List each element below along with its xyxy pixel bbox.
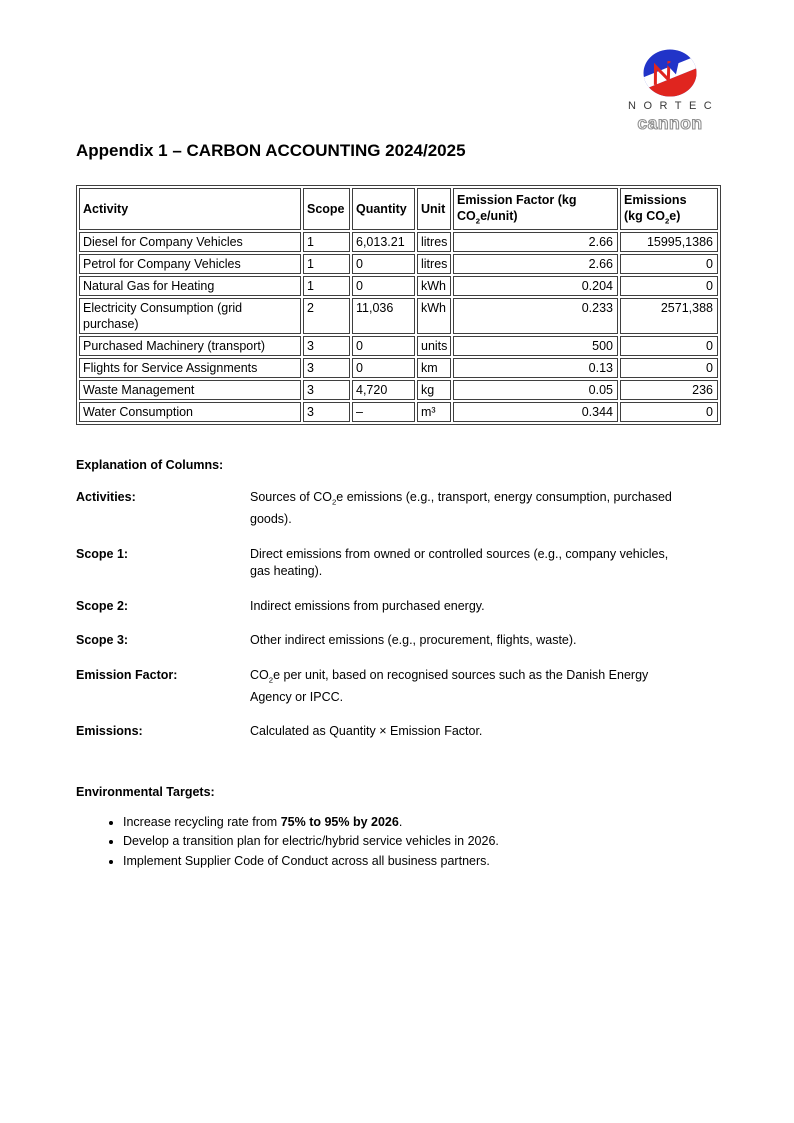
table-cell: 236: [620, 380, 718, 400]
cannon-text: cannon: [637, 113, 703, 133]
table-cell: kWh: [417, 276, 451, 296]
definition-term: Emissions:: [76, 724, 143, 738]
definition-description: Calculated as Quantity × Emission Factor.: [250, 724, 483, 738]
definition-term: Scope 1:: [76, 546, 129, 561]
table-cell: 0.344: [453, 402, 618, 422]
table-cell: 0: [620, 254, 718, 274]
definition-item: [76, 546, 718, 581]
col-header-quantity: Quantity: [352, 188, 415, 230]
definition-description: $CO_2e$ per unit, based on recognised sources such as the Danish Energy Agency or IPCC.: [250, 667, 649, 704]
table-cell: 1: [303, 232, 350, 252]
definition-term: Emission Factor:: [76, 667, 178, 682]
table-row: [79, 358, 718, 378]
table-cell: 2.66: [453, 254, 618, 274]
table-cell: units: [417, 336, 451, 356]
table-row: [79, 298, 718, 334]
definition-item: [76, 598, 718, 616]
table-row: [79, 380, 718, 400]
table-cell: –: [352, 402, 415, 422]
table-cell: Flights for Service Assignments: [79, 358, 301, 378]
definition-item: [76, 667, 718, 707]
definition-term: Scope 3:: [76, 633, 129, 647]
table-cell: 1: [303, 254, 350, 274]
table-cell: 0: [352, 358, 415, 378]
table-cell: litres: [417, 232, 451, 252]
page-title: Appendix 1 – CARBON ACCOUNTING 2024/2025: [76, 141, 466, 160]
table-cell: 3: [303, 402, 350, 422]
emissions-table-body: [79, 232, 718, 422]
targets-heading: Environmental Targets:: [76, 784, 215, 799]
table-row: [79, 232, 718, 252]
col-header-activity: Activity: [79, 188, 301, 230]
table-cell: 3: [303, 336, 350, 356]
nortec-brand-text: NORTEC: [628, 100, 720, 112]
table-cell: 3: [303, 358, 350, 378]
target-item: • Increase recycling rate from 75% to 95% by 2026.: [123, 813, 718, 831]
targets-list: [76, 813, 718, 870]
table-cell: 0.13: [453, 358, 618, 378]
table-cell: 11,036: [352, 298, 415, 334]
col-header-scope: Scope: [303, 188, 350, 230]
col-header-unit: Unit: [417, 188, 451, 230]
table-cell: 0: [620, 336, 718, 356]
table-cell: 3: [303, 380, 350, 400]
target-item: • Develop a transition plan for electric/hybrid service vehicles in 2026.: [123, 832, 718, 850]
targets-section: [76, 785, 718, 870]
table-cell: Water Consumption: [79, 402, 301, 422]
table-cell: Petrol for Company Vehicles: [79, 254, 301, 274]
definition-description: Indirect emissions from purchased energy.: [250, 598, 485, 613]
table-row: [79, 254, 718, 274]
table-cell: 0: [620, 358, 718, 378]
table-cell: 6,013.21: [352, 232, 415, 252]
table-cell: Purchased Machinery (transport): [79, 336, 301, 356]
table-cell: 2.66: [453, 232, 618, 252]
table-cell: kWh: [417, 298, 451, 334]
definition-description: Sources of $CO_2e$ emissions (e.g., transport, energy consumption, purchased goods).: [250, 490, 672, 526]
table-cell: 15995,1386: [620, 232, 718, 252]
explanation-heading: Explanation of Columns:: [76, 458, 224, 472]
table-cell: 0: [352, 336, 415, 356]
definition-term: Scope 2:: [76, 598, 129, 613]
table-cell: 2571,388: [620, 298, 718, 334]
explanation-section: [76, 458, 718, 741]
table-cell: 500: [453, 336, 618, 356]
emissions-table: [76, 185, 721, 425]
col-header-emissions: Emissions (kg $CO_2e$): [620, 188, 718, 230]
nortec-logo: [624, 48, 720, 134]
definition-description: Other indirect emissions (e.g., procurement, flights, waste).: [250, 633, 577, 647]
cannon-logotype: [624, 113, 716, 134]
table-cell: litres: [417, 254, 451, 274]
table-cell: 0.05: [453, 380, 618, 400]
table-cell: 0.233: [453, 298, 618, 334]
table-cell: 0: [620, 402, 718, 422]
table-cell: kg: [417, 380, 451, 400]
table-cell: 4,720: [352, 380, 415, 400]
table-row: [79, 276, 718, 296]
table-cell: Natural Gas for Heating: [79, 276, 301, 296]
target-item: • Implement Supplier Code of Conduct across all business partners.: [123, 852, 718, 870]
definition-item: [76, 632, 718, 650]
table-row: [79, 402, 718, 422]
table-cell: km: [417, 358, 451, 378]
table-cell: 2: [303, 298, 350, 334]
definition-item: [76, 723, 718, 741]
table-cell: 1: [303, 276, 350, 296]
definition-description: Direct emissions from owned or controlled sources (e.g., company vehicles, gas heating).: [250, 546, 669, 578]
table-cell: Diesel for Company Vehicles: [79, 232, 301, 252]
emissions-table-header: [79, 188, 718, 230]
table-cell: 0: [352, 276, 415, 296]
col-header-emission-factor: Emission Factor (kg $CO_2e/unit$): [453, 188, 618, 230]
table-cell: 0.204: [453, 276, 618, 296]
table-cell: 0: [352, 254, 415, 274]
table-cell: Electricity Consumption (grid purchase): [79, 298, 301, 334]
definition-item: [76, 489, 718, 529]
header-row: [79, 188, 718, 230]
table-cell: m³: [417, 402, 451, 422]
definition-term: Activities:: [76, 490, 136, 504]
table-cell: 0: [620, 276, 718, 296]
table-row: [79, 336, 718, 356]
table-cell: Waste Management: [79, 380, 301, 400]
nortec-emblem-icon: [642, 48, 698, 98]
